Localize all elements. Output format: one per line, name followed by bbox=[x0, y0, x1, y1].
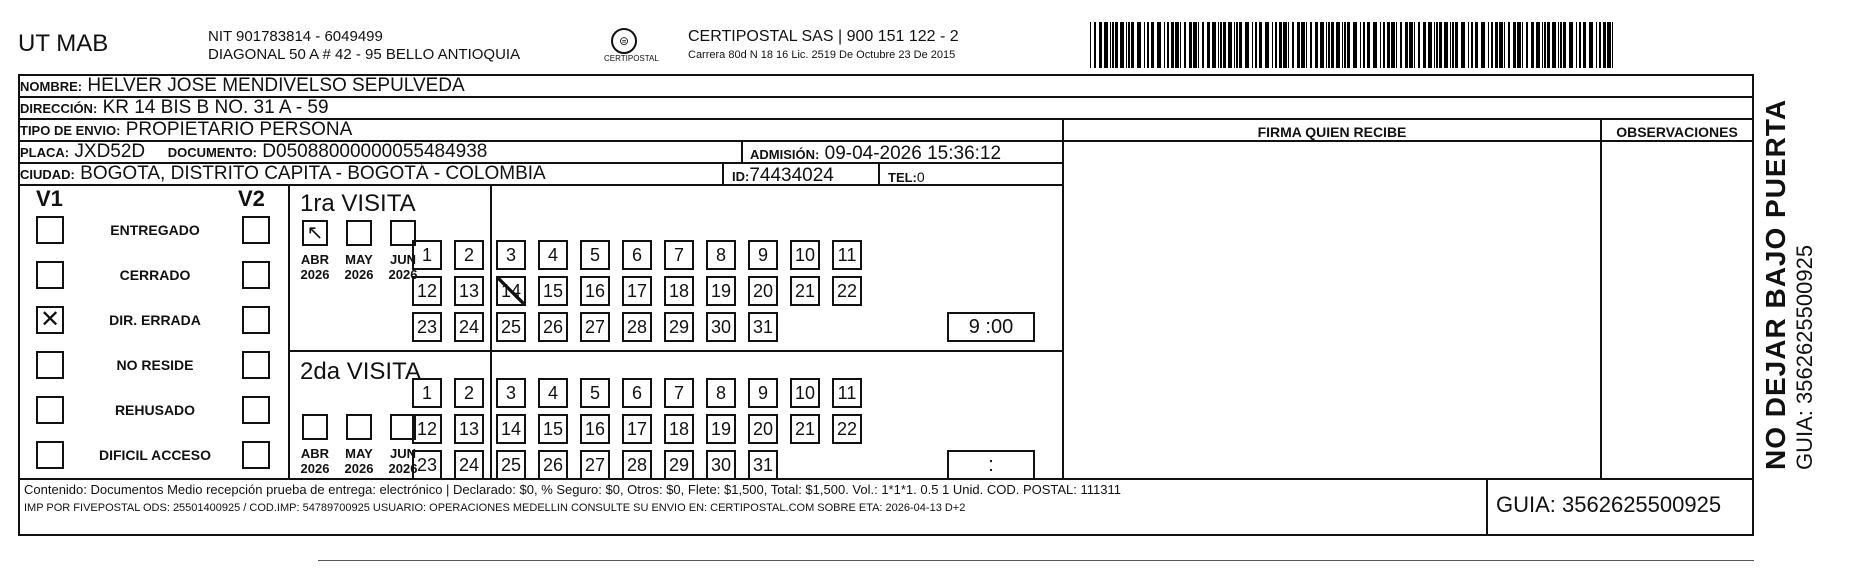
day-box[interactable]: 20 bbox=[748, 414, 778, 444]
day-box[interactable]: 8 bbox=[706, 240, 736, 270]
barcode-bar bbox=[1301, 22, 1305, 68]
month-label bbox=[293, 252, 337, 282]
barcode-bar bbox=[1259, 22, 1262, 68]
status-label: REHUSADO bbox=[114, 402, 196, 418]
tipo-value: PROPIETARIO PERSONA bbox=[125, 119, 353, 140]
day-box[interactable]: 14 bbox=[496, 276, 526, 306]
barcode-bar bbox=[1306, 22, 1307, 68]
month-year: 2026 bbox=[300, 267, 330, 282]
day-box[interactable]: 17 bbox=[622, 276, 652, 306]
day-box[interactable]: 10 bbox=[790, 240, 820, 270]
day-box[interactable]: 9 bbox=[748, 240, 778, 270]
v2-checkbox[interactable] bbox=[242, 261, 270, 289]
ciudad-value: BOGOTA, DISTRITO CAPITA - BOGOTÁ - COLOMBIA bbox=[80, 163, 546, 184]
id-value: 74434024 bbox=[749, 165, 834, 186]
barcode-bar bbox=[1552, 22, 1556, 68]
barcode-bar bbox=[1444, 22, 1448, 68]
barcode-bar bbox=[1212, 22, 1216, 68]
barcode-bar bbox=[1288, 22, 1289, 68]
day-box[interactable]: 1 bbox=[412, 378, 442, 408]
barcode-bar bbox=[1439, 22, 1442, 68]
side-warning: NO DEJAR BAJO PUERTA bbox=[1760, 98, 1791, 470]
day-box[interactable]: 22 bbox=[832, 414, 862, 444]
day-box[interactable]: 2 bbox=[454, 240, 484, 270]
day-box[interactable]: 5 bbox=[580, 378, 610, 408]
visit1-time[interactable]: 9 :00 bbox=[947, 312, 1035, 342]
day-box[interactable]: 5 bbox=[580, 240, 610, 270]
certipostal-logo bbox=[604, 28, 659, 66]
ciudad-label: CIUDAD: bbox=[20, 167, 75, 182]
documento-label: DOCUMENTO: bbox=[167, 145, 258, 160]
carrier-name: CERTIPOSTAL SAS | 900 151 122 - 2 bbox=[688, 28, 959, 45]
divider bbox=[288, 186, 290, 478]
barcode-bar bbox=[1450, 22, 1451, 68]
month-checkbox[interactable] bbox=[346, 414, 372, 440]
barcode-bar bbox=[1265, 22, 1269, 68]
day-box[interactable]: 16 bbox=[580, 414, 610, 444]
bottom-line bbox=[318, 560, 1754, 561]
barcode-bar bbox=[1607, 22, 1611, 68]
barcode-bar bbox=[1126, 22, 1127, 68]
visit2-title: 2da VISITA bbox=[300, 358, 421, 385]
day-box[interactable]: 27 bbox=[580, 312, 610, 342]
day-box[interactable]: 18 bbox=[664, 414, 694, 444]
v1-label: V1 bbox=[36, 186, 63, 211]
day-box[interactable]: 29 bbox=[664, 450, 694, 480]
barcode-bar bbox=[1184, 22, 1186, 68]
day-box[interactable]: 9 bbox=[748, 378, 778, 408]
tipo-label: TIPO DE ENVIO: bbox=[20, 123, 121, 138]
company-nit-block bbox=[208, 28, 520, 64]
day-box[interactable]: 1 bbox=[412, 240, 442, 270]
documento-value: D05088000000055484938 bbox=[262, 141, 488, 162]
firma-label: FIRMA QUIEN RECIBE bbox=[1257, 124, 1407, 140]
barcode-bar bbox=[1144, 22, 1145, 68]
day-box[interactable]: 28 bbox=[622, 312, 652, 342]
day-box[interactable]: 27 bbox=[580, 450, 610, 480]
day-box[interactable]: 16 bbox=[580, 276, 610, 306]
day-box[interactable]: 3 bbox=[496, 378, 526, 408]
barcode-bar bbox=[1336, 22, 1340, 68]
barcode-bar bbox=[1363, 22, 1365, 68]
admision-label: ADMISIÓN: bbox=[750, 147, 820, 162]
admision-value: 09-04-2026 15:36:12 bbox=[824, 143, 1002, 164]
month-label bbox=[293, 446, 337, 476]
barcode-bar bbox=[1414, 22, 1415, 68]
id-label: ID: bbox=[732, 169, 750, 184]
barcode-bar bbox=[1094, 22, 1096, 68]
barcode-bar bbox=[1236, 22, 1238, 68]
barcode-bar bbox=[1569, 22, 1573, 68]
day-box[interactable]: 2 bbox=[454, 378, 484, 408]
barcode-bar bbox=[1428, 22, 1432, 68]
status-label: CERRADO bbox=[119, 267, 191, 283]
barcode-bar bbox=[1331, 22, 1334, 68]
barcode-bar bbox=[1596, 22, 1597, 68]
status-label: ENTREGADO bbox=[110, 222, 200, 238]
barcode-bar bbox=[1547, 22, 1550, 68]
day-box[interactable]: 17 bbox=[622, 414, 652, 444]
month-checkbox[interactable] bbox=[346, 220, 372, 246]
barcode-bar bbox=[1452, 22, 1454, 68]
observaciones-area[interactable] bbox=[1602, 142, 1752, 478]
barcode-bar bbox=[1471, 22, 1473, 68]
barcode-bar bbox=[1128, 22, 1130, 68]
barcode-bar bbox=[1320, 22, 1324, 68]
company-address: DIAGONAL 50 A # 42 - 95 BELLO ANTIOQUIA bbox=[208, 46, 521, 63]
signature-area[interactable] bbox=[1064, 142, 1600, 478]
month-checkbox[interactable] bbox=[302, 414, 328, 440]
month-year: 2026 bbox=[344, 267, 374, 282]
day-box[interactable]: 26 bbox=[538, 450, 568, 480]
day-box[interactable]: 13 bbox=[454, 276, 484, 306]
day-box[interactable]: 20 bbox=[748, 276, 778, 306]
barcode-bar bbox=[1499, 22, 1503, 68]
v2-checkbox[interactable] bbox=[242, 441, 270, 469]
month-year: 2026 bbox=[388, 267, 418, 282]
day-box[interactable]: 21 bbox=[790, 276, 820, 306]
day-box[interactable]: 15 bbox=[538, 276, 568, 306]
barcode-bar bbox=[1120, 22, 1124, 68]
barcode-bar bbox=[1328, 22, 1330, 68]
barcode-bar bbox=[1279, 22, 1282, 68]
v2-checkbox[interactable] bbox=[242, 306, 270, 334]
barcode-bar bbox=[1245, 22, 1249, 68]
barcode-bar bbox=[1198, 22, 1199, 68]
visit2-time[interactable]: : bbox=[947, 450, 1035, 480]
day-box[interactable]: 22 bbox=[832, 276, 862, 306]
barcode-bar bbox=[1495, 22, 1498, 68]
barcode-bar bbox=[1234, 22, 1235, 68]
barcode-bar bbox=[1223, 22, 1226, 68]
barcode-bar bbox=[1504, 22, 1505, 68]
logo-text: CERTIPOSTAL bbox=[604, 54, 659, 63]
tel-label: TEL: bbox=[888, 170, 917, 185]
day-box[interactable]: 26 bbox=[538, 312, 568, 342]
divider bbox=[20, 478, 1752, 480]
barcode-bar bbox=[1090, 22, 1091, 68]
barcode-bar bbox=[1193, 22, 1197, 68]
barcode-bar bbox=[1423, 22, 1426, 68]
barcode-bar bbox=[1576, 22, 1577, 68]
divider bbox=[741, 142, 743, 164]
barcode-bar bbox=[1508, 22, 1510, 68]
day-box[interactable]: 11 bbox=[832, 240, 862, 270]
tel-block bbox=[888, 168, 925, 187]
barcode-bar bbox=[1171, 22, 1174, 68]
barcode-bar bbox=[1104, 22, 1108, 68]
month-year: 2026 bbox=[344, 461, 374, 476]
barcode-bar bbox=[1481, 22, 1485, 68]
barcode-bar bbox=[1252, 22, 1253, 68]
footer-contenido: Contenido: Documentos Medio recepción prueba de entrega: electrónico | Declarado: $0, % Seguro: $0, Otros: $0, Flete: $1,500, Total: $1,500. Vol.: 1*1*1. 0.5 1 Unid. COD. POSTAL: 111311 bbox=[24, 482, 1121, 497]
barcode-bar bbox=[1202, 22, 1204, 68]
nombre-value: HELVER JOSE MENDIVELSO SEPULVEDA bbox=[87, 75, 465, 96]
side-warning-block bbox=[1760, 99, 1818, 470]
barcode-bar bbox=[1589, 22, 1593, 68]
day-box[interactable]: 23 bbox=[412, 312, 442, 342]
barcode-bar bbox=[1468, 22, 1469, 68]
day-box[interactable]: 24 bbox=[454, 450, 484, 480]
barcode-bar bbox=[1110, 22, 1111, 68]
status-label: DIR. ERRADA bbox=[109, 312, 201, 328]
barcode-bar bbox=[1326, 22, 1327, 68]
month-name: ABR bbox=[300, 252, 330, 267]
barcode-bar bbox=[1115, 22, 1118, 68]
month-year: 2026 bbox=[388, 461, 418, 476]
barcode-bar bbox=[1517, 22, 1521, 68]
status-label: NO RESIDE bbox=[116, 357, 194, 373]
day-box[interactable]: 31 bbox=[748, 312, 778, 342]
day-box[interactable]: 30 bbox=[706, 450, 736, 480]
divider bbox=[490, 186, 492, 478]
barcode-bar bbox=[1513, 22, 1516, 68]
v1-checkbox[interactable] bbox=[36, 306, 64, 334]
day-box[interactable]: 14 bbox=[496, 414, 526, 444]
day-box[interactable]: 24 bbox=[454, 312, 484, 342]
barcode-bar bbox=[1167, 22, 1169, 68]
barcode-bar bbox=[1347, 22, 1350, 68]
placa-label: PLACA: bbox=[20, 145, 70, 160]
barcode-bar bbox=[1272, 22, 1273, 68]
observaciones-label: OBSERVACIONES bbox=[1616, 124, 1738, 140]
day-box[interactable]: 12 bbox=[412, 276, 442, 306]
month-name: ABR bbox=[300, 446, 330, 461]
barcode-bar bbox=[1560, 22, 1562, 68]
divider bbox=[288, 350, 1062, 352]
barcode-bar bbox=[1544, 22, 1546, 68]
side-guia: GUIA: 3562625500925 bbox=[1792, 244, 1817, 470]
row-direccion bbox=[20, 98, 1752, 120]
day-box[interactable]: 18 bbox=[664, 276, 694, 306]
barcode-bar bbox=[1405, 22, 1408, 68]
barcode-bar bbox=[1396, 22, 1397, 68]
barcode bbox=[1090, 22, 1618, 68]
carrier-block bbox=[688, 28, 959, 64]
v1-checkbox[interactable] bbox=[36, 396, 64, 424]
barcode-bar bbox=[1218, 22, 1219, 68]
barcode-bar bbox=[1488, 22, 1489, 68]
barcode-bar bbox=[1461, 22, 1465, 68]
barcode-bar bbox=[1310, 22, 1312, 68]
barcode-bar bbox=[1400, 22, 1402, 68]
v1-checkbox[interactable] bbox=[36, 216, 64, 244]
barcode-bar bbox=[1367, 22, 1370, 68]
barcode-bar bbox=[1542, 22, 1543, 68]
footer-imp: IMP POR FIVEPOSTAL ODS: 25501400925 / COD.IMP: 54789700925 USUARIO: OPERACIONES MEDELLIN CONSULTE SU ENVIO EN: CERTIPOSTAL.COM SOBRE ETA: 2026-04-13 D+2 bbox=[24, 502, 966, 514]
barcode-bar bbox=[1164, 22, 1165, 68]
barcode-bar bbox=[1531, 22, 1534, 68]
direccion-value: KR 14 BIS B NO. 31 A - 59 bbox=[102, 97, 329, 118]
v1-checkbox[interactable] bbox=[36, 351, 64, 379]
barcode-bar bbox=[1536, 22, 1540, 68]
barcode-bar bbox=[1583, 22, 1586, 68]
barcode-bar bbox=[1228, 22, 1232, 68]
barcode-bar bbox=[1475, 22, 1478, 68]
day-box[interactable]: 4 bbox=[538, 378, 568, 408]
divider bbox=[1486, 478, 1488, 534]
barcode-bar bbox=[1342, 22, 1343, 68]
day-box[interactable]: 28 bbox=[622, 450, 652, 480]
v2-checkbox[interactable] bbox=[242, 216, 270, 244]
barcode-bar bbox=[1418, 22, 1420, 68]
barcode-bar bbox=[1189, 22, 1192, 68]
day-box[interactable]: 11 bbox=[832, 378, 862, 408]
company-name: UT MAB bbox=[18, 30, 109, 57]
day-box[interactable]: 21 bbox=[790, 414, 820, 444]
barcode-bar bbox=[1344, 22, 1346, 68]
day-box[interactable]: 13 bbox=[454, 414, 484, 444]
barcode-bar bbox=[1292, 22, 1294, 68]
nombre-label: NOMBRE: bbox=[20, 79, 83, 94]
company-nit: NIT 901783814 - 6049499 bbox=[208, 28, 383, 45]
barcode-bar bbox=[1147, 22, 1149, 68]
day-box[interactable]: 29 bbox=[664, 312, 694, 342]
barcode-bar bbox=[1409, 22, 1413, 68]
barcode-bar bbox=[1157, 22, 1161, 68]
barcode-bar bbox=[1387, 22, 1390, 68]
day-box[interactable]: 12 bbox=[412, 414, 442, 444]
day-box[interactable]: 19 bbox=[706, 414, 736, 444]
divider bbox=[722, 164, 724, 186]
barcode-bar bbox=[1137, 22, 1141, 68]
direccion-label: DIRECCIÓN: bbox=[20, 101, 98, 116]
barcode-bar bbox=[1099, 22, 1102, 68]
day-box[interactable]: 30 bbox=[706, 312, 736, 342]
divider bbox=[878, 164, 880, 186]
row-nombre bbox=[20, 76, 1752, 98]
delivery-form bbox=[18, 74, 1754, 536]
barcode-bar bbox=[1239, 22, 1242, 68]
day-box[interactable]: 25 bbox=[496, 312, 526, 342]
barcode-bar bbox=[1599, 22, 1601, 68]
logo-icon: ⊜ bbox=[611, 28, 637, 54]
barcode-bar bbox=[1558, 22, 1559, 68]
barcode-bar bbox=[1315, 22, 1318, 68]
barcode-bar bbox=[1353, 22, 1357, 68]
barcode-bar bbox=[1563, 22, 1566, 68]
day-box[interactable]: 25 bbox=[496, 450, 526, 480]
day-box[interactable]: 10 bbox=[790, 378, 820, 408]
barcode-bar bbox=[1579, 22, 1581, 68]
tel-value: 0 bbox=[916, 169, 925, 185]
barcode-bar bbox=[1297, 22, 1300, 68]
barcode-bar bbox=[1373, 22, 1377, 68]
month-year: 2026 bbox=[300, 461, 330, 476]
barcode-bar bbox=[1526, 22, 1528, 68]
v2-label: V2 bbox=[238, 186, 265, 211]
day-box[interactable]: 31 bbox=[748, 450, 778, 480]
barcode-bar bbox=[1436, 22, 1438, 68]
month-label bbox=[337, 252, 381, 282]
v1-checkbox[interactable] bbox=[36, 261, 64, 289]
month-label bbox=[337, 446, 381, 476]
v1-checkbox[interactable] bbox=[36, 441, 64, 469]
day-box[interactable]: 23 bbox=[412, 450, 442, 480]
barcode-bar bbox=[1360, 22, 1361, 68]
barcode-bar bbox=[1151, 22, 1154, 68]
v2-checkbox[interactable] bbox=[242, 351, 270, 379]
day-box[interactable]: 6 bbox=[622, 378, 652, 408]
barcode-bar bbox=[1434, 22, 1435, 68]
barcode-bar bbox=[1220, 22, 1222, 68]
placa-value: JXD52D bbox=[74, 141, 146, 162]
day-box[interactable]: 4 bbox=[538, 240, 568, 270]
barcode-bar bbox=[1112, 22, 1114, 68]
barcode-bar bbox=[1207, 22, 1210, 68]
v2-checkbox[interactable] bbox=[242, 396, 270, 424]
day-box[interactable]: 6 bbox=[622, 240, 652, 270]
barcode-bar bbox=[1612, 22, 1613, 68]
day-box[interactable]: 3 bbox=[496, 240, 526, 270]
barcode-bar bbox=[1175, 22, 1179, 68]
admision-block bbox=[750, 144, 1001, 165]
barcode-bar bbox=[1275, 22, 1277, 68]
barcode-bar bbox=[1283, 22, 1287, 68]
barcode-bar bbox=[1131, 22, 1134, 68]
visit1-title: 1ra VISITA bbox=[300, 190, 416, 217]
month-name: JUN bbox=[389, 252, 416, 267]
day-box[interactable]: 15 bbox=[538, 414, 568, 444]
barcode-bar bbox=[1383, 22, 1385, 68]
id-block bbox=[732, 166, 834, 187]
day-box[interactable]: 8 bbox=[706, 378, 736, 408]
carrier-license: Carrera 80d N 18 16 Lic. 2519 De Octubre 23 De 2015 bbox=[688, 49, 956, 61]
status-label: DIFICIL ACCESO bbox=[98, 447, 211, 463]
barcode-bar bbox=[1455, 22, 1458, 68]
month-checkbox[interactable]: ↖ bbox=[302, 220, 328, 246]
barcode-bar bbox=[1491, 22, 1493, 68]
barcode-bar bbox=[1603, 22, 1606, 68]
barcode-bar bbox=[1380, 22, 1381, 68]
day-box[interactable]: 7 bbox=[664, 378, 694, 408]
footer-guia: GUIA: 3562625500925 bbox=[1496, 492, 1722, 517]
barcode-bar bbox=[1522, 22, 1523, 68]
day-box[interactable]: 19 bbox=[706, 276, 736, 306]
barcode-bar bbox=[1255, 22, 1257, 68]
month-name: JUN bbox=[389, 446, 416, 461]
month-name: MAY bbox=[345, 446, 373, 461]
day-box[interactable]: 7 bbox=[664, 240, 694, 270]
barcode-bar bbox=[1180, 22, 1181, 68]
barcode-bar bbox=[1391, 22, 1395, 68]
month-name: MAY bbox=[345, 252, 373, 267]
